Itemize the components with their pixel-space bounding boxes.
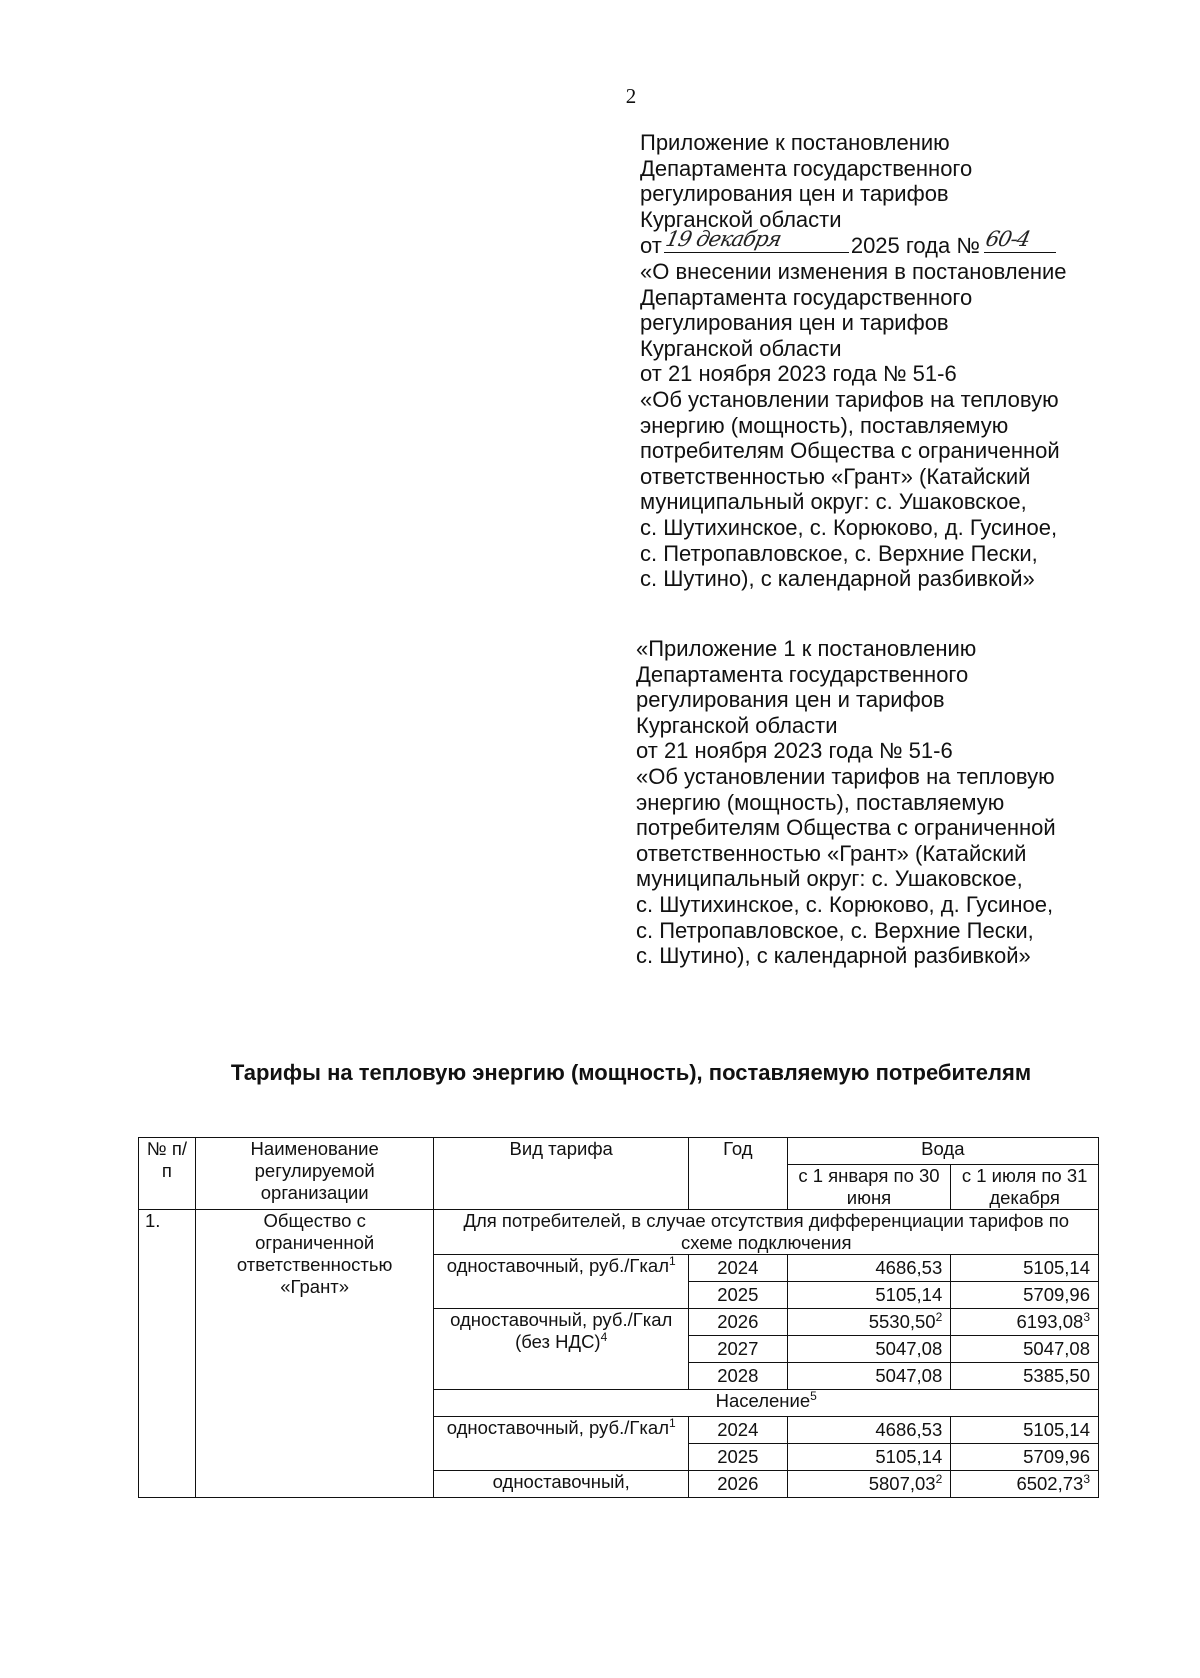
value-cell	[787, 1363, 951, 1390]
value-cell	[787, 1444, 951, 1471]
appendix-line: регулирования цен и тарифов	[640, 181, 949, 207]
header-year: Год	[688, 1138, 787, 1210]
appendix-line: потребителям Общества с ограниченной	[636, 815, 1056, 841]
value-cell	[787, 1282, 951, 1309]
appendix-line: потребителям Общества с ограниченной	[640, 438, 1060, 464]
header-num: № п/п	[139, 1138, 196, 1210]
footnote-mark: 2	[935, 1309, 943, 1324]
handwritten-number: 60-4	[983, 226, 1032, 251]
value-cell	[951, 1363, 1099, 1390]
tariff-type-label: одноставочный, руб./Гкал	[446, 1255, 669, 1276]
appendix-line: от 21 ноября 2023 года № 51-6	[636, 738, 953, 764]
footnote-mark: 5	[810, 1388, 817, 1403]
year-cell: 2027	[688, 1336, 787, 1363]
value: 5530,50	[868, 1311, 936, 1332]
header-period-1: с 1 января по 30 июня	[787, 1165, 951, 1210]
appendix-line: Департамента государственного	[640, 284, 973, 310]
number-blank	[983, 226, 1056, 253]
appendix-line: ответственностью «Грант» (Катайский	[636, 840, 1027, 866]
year-cell: 2028	[688, 1363, 787, 1390]
value: 4686,53	[875, 1419, 943, 1440]
value: 5807,03	[868, 1473, 936, 1494]
footnote-mark: 3	[1083, 1471, 1090, 1486]
value: 4686,53	[875, 1257, 943, 1278]
appendix-line: с. Петропавловское, с. Верхние Пески,	[640, 540, 1038, 566]
section-heading: Для потребителей, в случае отсутствия дифференциации тарифов по схеме подключения	[434, 1210, 1099, 1255]
year-cell: 2025	[688, 1444, 787, 1471]
value-cell	[951, 1255, 1099, 1282]
organization-name: Общество с ограниченной ответственностью «Грант»	[195, 1210, 434, 1498]
year-cell: 2024	[688, 1255, 787, 1282]
value: 5047,08	[875, 1365, 943, 1386]
value-cell	[951, 1336, 1099, 1363]
value-cell	[951, 1282, 1099, 1309]
tariff-type-cell: одноставочный,	[434, 1471, 688, 1498]
value: 5105,14	[875, 1284, 943, 1305]
tariff-type-cell	[434, 1255, 688, 1309]
appendix-line: Департамента государственного	[636, 661, 969, 687]
tariff-type-label: одноставочный, руб./Гкал	[446, 1417, 669, 1438]
footnote-mark: 1	[669, 1415, 676, 1430]
appendix-line: с. Шутино), с календарной разбивкой»	[640, 566, 1035, 592]
footnote-mark: 3	[1083, 1309, 1090, 1324]
tariff-type-label: одноставочный, руб./Гкал (без НДС)	[450, 1309, 673, 1352]
appendix-line: энергию (мощность), поставляемую	[640, 412, 1009, 438]
tariff-type-cell	[434, 1309, 688, 1390]
value-cell	[787, 1336, 951, 1363]
appendix-line: «Об установлении тарифов на тепловую	[636, 763, 1055, 789]
appendix-line: энергию (мощность), поставляемую	[636, 789, 1005, 815]
value: 5105,14	[1023, 1419, 1090, 1440]
document-title: Тарифы на тепловую энергию (мощность), поставляемую потребителям	[230, 1060, 1032, 1085]
appendix-date-line	[640, 226, 1180, 259]
value: 5105,14	[875, 1446, 943, 1467]
value: 5047,08	[1023, 1338, 1090, 1359]
header-organization: Наименование регулируемой организации	[195, 1138, 434, 1210]
footnote-mark: 4	[600, 1329, 608, 1344]
value: 5709,96	[1023, 1446, 1090, 1467]
appendix-line: Курганской области	[640, 335, 842, 361]
appendix-line: Курганской области	[636, 712, 838, 738]
value-cell	[787, 1471, 951, 1498]
year-cell: 2026	[688, 1309, 787, 1336]
year-text: 2025 года №	[850, 233, 980, 259]
appendix-header	[640, 130, 1180, 592]
table-row	[139, 1210, 1099, 1255]
appendix-quote	[636, 636, 1176, 969]
appendix-line: с. Шутино), с календарной разбивкой»	[636, 943, 1031, 969]
appendix-line: «О внесении изменения в постановление	[640, 258, 1067, 284]
tariff-type-cell	[434, 1417, 688, 1471]
value-cell	[787, 1255, 951, 1282]
value-cell	[951, 1417, 1099, 1444]
header-tariff-type: Вид тарифа	[434, 1138, 688, 1210]
appendix-line: муниципальный округ: с. Ушаковское,	[636, 866, 1023, 892]
header-period-2: с 1 июля по 31 декабря	[951, 1165, 1099, 1210]
appendix-line: с. Шутихинское, с. Корюково, д. Гусиное,	[640, 514, 1058, 540]
table-header-row	[139, 1138, 1099, 1165]
value-cell	[951, 1309, 1099, 1336]
date-blank	[663, 226, 849, 253]
section-label: Население	[715, 1390, 811, 1411]
row-number: 1.	[139, 1210, 196, 1498]
footnote-mark: 1	[669, 1253, 676, 1268]
value-cell	[951, 1471, 1099, 1498]
footnote-mark: 2	[935, 1471, 943, 1486]
appendix-line: регулирования цен и тарифов	[636, 687, 945, 713]
appendix-line: от 21 ноября 2023 года № 51-6	[640, 361, 957, 387]
year-cell: 2026	[688, 1471, 787, 1498]
appendix-line: ответственностью «Грант» (Катайский	[640, 463, 1031, 489]
tariff-table	[138, 1137, 1099, 1498]
appendix-line: регулирования цен и тарифов	[640, 310, 949, 336]
value-cell	[787, 1309, 951, 1336]
value: 5105,14	[1023, 1257, 1090, 1278]
appendix-line: с. Шутихинское, с. Корюково, д. Гусиное,	[636, 891, 1054, 917]
value-cell	[787, 1417, 951, 1444]
appendix-line: «Об установлении тарифов на тепловую	[640, 386, 1059, 412]
appendix-line: Департамента государственного	[640, 155, 973, 181]
date-prefix: от	[640, 233, 662, 259]
appendix-line: муниципальный округ: с. Ушаковское,	[640, 489, 1027, 515]
year-cell: 2024	[688, 1417, 787, 1444]
page-number: 2	[625, 84, 637, 108]
value-cell	[951, 1444, 1099, 1471]
value: 6193,08	[1016, 1311, 1084, 1332]
appendix-line: Курганской области	[640, 206, 842, 232]
section-heading	[434, 1390, 1099, 1417]
header-water: Вода	[787, 1138, 1098, 1165]
appendix-line: «Приложение 1 к постановлению	[636, 636, 977, 661]
value: 6502,73	[1016, 1473, 1084, 1494]
appendix-line: Приложение к постановлению	[640, 130, 950, 155]
year-cell: 2025	[688, 1282, 787, 1309]
value: 5385,50	[1023, 1365, 1090, 1386]
appendix-line: с. Петропавловское, с. Верхние Пески,	[636, 917, 1034, 943]
handwritten-date: 19 декабря	[663, 226, 783, 251]
value: 5709,96	[1023, 1284, 1090, 1305]
value: 5047,08	[875, 1338, 943, 1359]
